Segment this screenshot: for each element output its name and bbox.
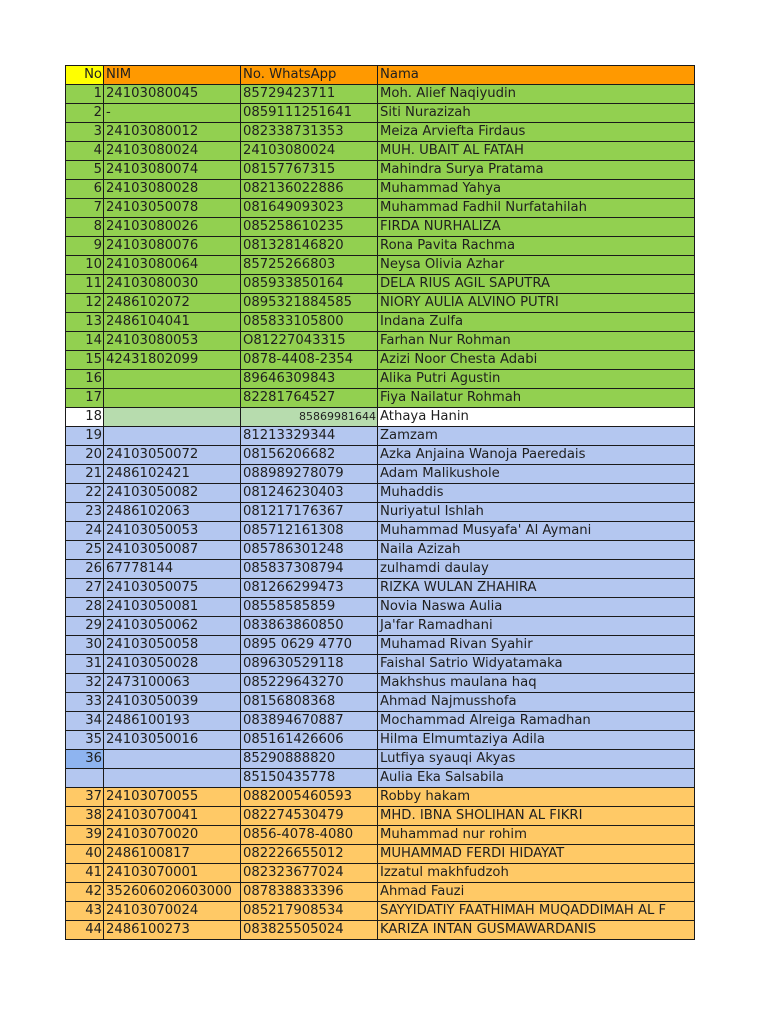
table-row (66, 180, 695, 199)
cell-no[interactable]: 3 (66, 123, 104, 142)
table-row (66, 883, 695, 902)
cell-whatsapp[interactable]: 081328146820 (241, 237, 378, 256)
cell-whatsapp[interactable]: 085161426606 (241, 731, 378, 750)
cell-no[interactable]: 20 (66, 446, 104, 465)
cell-nama[interactable]: Robby hakam (378, 788, 695, 807)
cell-no[interactable]: 26 (66, 560, 104, 579)
cell-nim[interactable] (104, 389, 241, 408)
cell-whatsapp[interactable]: 087838833396 (241, 883, 378, 902)
cell-nim[interactable]: 24103080053 (104, 332, 241, 351)
table-row (66, 826, 695, 845)
cell-no[interactable]: 42 (66, 883, 104, 902)
cell-nama[interactable]: Muhammad nur rohim (378, 826, 695, 845)
cell-nim[interactable] (104, 427, 241, 446)
cell-nama[interactable]: Muhamad Rivan Syahir (378, 636, 695, 655)
cell-nim[interactable]: 24103080045 (104, 85, 241, 104)
table-row (66, 655, 695, 674)
cell-no[interactable]: 37 (66, 788, 104, 807)
cell-nama[interactable]: Nuriyatul Ishlah (378, 503, 695, 522)
cell-whatsapp[interactable]: 0856-4078-4080 (241, 826, 378, 845)
cell-nama[interactable]: Muhaddis (378, 484, 695, 503)
cell-whatsapp[interactable]: 085217908534 (241, 902, 378, 921)
table-row (66, 541, 695, 560)
table-row (66, 617, 695, 636)
cell-nama[interactable]: Azizi Noor Chesta Adabi (378, 351, 695, 370)
cell-nama[interactable]: MUHAMMAD FERDI HIDAYAT (378, 845, 695, 864)
cell-nim[interactable]: 24103070041 (104, 807, 241, 826)
cell-no[interactable]: 23 (66, 503, 104, 522)
cell-nim[interactable]: 24103050087 (104, 541, 241, 560)
cell-nim[interactable] (104, 750, 241, 769)
cell-whatsapp[interactable]: 081266299473 (241, 579, 378, 598)
cell-nim[interactable]: 42431802099 (104, 351, 241, 370)
cell-whatsapp[interactable]: 085712161308 (241, 522, 378, 541)
cell-whatsapp[interactable]: 85725266803 (241, 256, 378, 275)
table-row (66, 123, 695, 142)
table-row (66, 351, 695, 370)
table-row (66, 522, 695, 541)
cell-nim[interactable]: 2486100817 (104, 845, 241, 864)
cell-whatsapp[interactable]: 85869981644 (241, 408, 378, 427)
cell-nama[interactable]: Faishal Satrio Widyatamaka (378, 655, 695, 674)
cell-nim[interactable]: 24103050082 (104, 484, 241, 503)
cell-no[interactable]: 17 (66, 389, 104, 408)
cell-no[interactable]: 14 (66, 332, 104, 351)
cell-nim[interactable]: 24103050028 (104, 655, 241, 674)
cell-no[interactable]: 2 (66, 104, 104, 123)
cell-no[interactable]: 35 (66, 731, 104, 750)
table-row (66, 864, 695, 883)
cell-whatsapp[interactable]: 081217176367 (241, 503, 378, 522)
cell-nama[interactable]: FIRDA NURHALIZA (378, 218, 695, 237)
cell-nama[interactable]: NIORY AULIA ALVINO PUTRI (378, 294, 695, 313)
cell-nama[interactable]: Farhan Nur Rohman (378, 332, 695, 351)
cell-no[interactable]: 30 (66, 636, 104, 655)
cell-nama[interactable]: MHD. IBNA SHOLIHAN AL FIKRI (378, 807, 695, 826)
cell-no[interactable]: 15 (66, 351, 104, 370)
table-row (66, 85, 695, 104)
cell-whatsapp[interactable]: 08156808368 (241, 693, 378, 712)
cell-nama[interactable]: Athaya Hanin (378, 408, 695, 427)
table-row (66, 427, 695, 446)
cell-whatsapp[interactable]: 0878-4408-2354 (241, 351, 378, 370)
cell-nama[interactable]: Siti Nurazizah (378, 104, 695, 123)
cell-no[interactable]: 7 (66, 199, 104, 218)
table-row (66, 313, 695, 332)
cell-whatsapp[interactable]: 082338731353 (241, 123, 378, 142)
cell-nim[interactable]: 24103070055 (104, 788, 241, 807)
cell-nim[interactable]: 24103050081 (104, 598, 241, 617)
cell-no[interactable]: 1 (66, 85, 104, 104)
table-row (66, 218, 695, 237)
cell-no[interactable]: 34 (66, 712, 104, 731)
cell-nim[interactable] (104, 769, 241, 788)
cell-nim[interactable]: 67778144 (104, 560, 241, 579)
cell-nama[interactable]: Novia Naswa Aulia (378, 598, 695, 617)
cell-nim[interactable]: 24103080012 (104, 123, 241, 142)
cell-nama[interactable]: DELA RIUS AGIL SAPUTRA (378, 275, 695, 294)
cell-no[interactable]: 8 (66, 218, 104, 237)
cell-nama[interactable]: Fiya Nailatur Rohmah (378, 389, 695, 408)
cell-no[interactable]: 6 (66, 180, 104, 199)
cell-no[interactable]: 19 (66, 427, 104, 446)
table-row (66, 161, 695, 180)
cell-nim[interactable]: 24103050053 (104, 522, 241, 541)
cell-no[interactable]: 28 (66, 598, 104, 617)
cell-whatsapp[interactable]: 08558585859 (241, 598, 378, 617)
cell-no[interactable]: 18 (66, 408, 104, 427)
cell-nim[interactable]: 24103050058 (104, 636, 241, 655)
cell-whatsapp[interactable]: 85290888820 (241, 750, 378, 769)
cell-nama[interactable]: Meiza Arviefta Firdaus (378, 123, 695, 142)
cell-nim[interactable]: 24103070001 (104, 864, 241, 883)
cell-no[interactable]: 4 (66, 142, 104, 161)
cell-nim[interactable]: 24103080076 (104, 237, 241, 256)
table-row (66, 465, 695, 484)
cell-nim[interactable]: 24103050062 (104, 617, 241, 636)
cell-nama[interactable]: Moh. Alief Naqiyudin (378, 85, 695, 104)
cell-nama[interactable]: Mahindra Surya Pratama (378, 161, 695, 180)
table-row (66, 104, 695, 123)
cell-nim[interactable]: 24103080030 (104, 275, 241, 294)
cell-nama[interactable]: Naila Azizah (378, 541, 695, 560)
table-row (66, 902, 695, 921)
header-no[interactable]: No (66, 66, 104, 85)
table-row (66, 503, 695, 522)
table-row (66, 294, 695, 313)
cell-no[interactable]: 11 (66, 275, 104, 294)
cell-nama[interactable]: Muhammad Fadhil Nurfatahilah (378, 199, 695, 218)
cell-nim[interactable]: 24103050078 (104, 199, 241, 218)
table-row (66, 256, 695, 275)
cell-nim[interactable]: 24103070020 (104, 826, 241, 845)
cell-nim[interactable]: 24103080074 (104, 161, 241, 180)
cell-whatsapp[interactable]: 085229643270 (241, 674, 378, 693)
cell-nim[interactable]: 2473100063 (104, 674, 241, 693)
cell-no[interactable]: 36 (66, 750, 104, 769)
cell-nim[interactable]: 352606020603000 (104, 883, 241, 902)
cell-nama[interactable]: Izzatul makhfudzoh (378, 864, 695, 883)
cell-nama[interactable]: Adam Malikushole (378, 465, 695, 484)
cell-nama[interactable]: RIZKA WULAN ZHAHIRA (378, 579, 695, 598)
cell-no[interactable]: 10 (66, 256, 104, 275)
cell-nim[interactable]: 24103070024 (104, 902, 241, 921)
cell-no[interactable]: 24 (66, 522, 104, 541)
cell-no[interactable]: 32 (66, 674, 104, 693)
cell-nama[interactable]: Alika Putri Agustin (378, 370, 695, 389)
cell-nim[interactable]: 2486104041 (104, 313, 241, 332)
cell-whatsapp[interactable]: 082274530479 (241, 807, 378, 826)
cell-nama[interactable]: Hilma Elmumtaziya Adila (378, 731, 695, 750)
cell-nama[interactable]: Ahmad Fauzi (378, 883, 695, 902)
cell-no[interactable]: 16 (66, 370, 104, 389)
cell-whatsapp[interactable]: 0895 0629 4770 (241, 636, 378, 655)
cell-no[interactable]: 39 (66, 826, 104, 845)
cell-nama[interactable]: Lutfiya syauqi Akyas (378, 750, 695, 769)
table-row (66, 674, 695, 693)
table-row (66, 579, 695, 598)
cell-whatsapp[interactable]: 085837308794 (241, 560, 378, 579)
cell-nim[interactable]: 24103080064 (104, 256, 241, 275)
cell-nama[interactable]: Makhshus maulana haq (378, 674, 695, 693)
cell-whatsapp[interactable]: 89646309843 (241, 370, 378, 389)
cell-nama[interactable]: Indana Zulfa (378, 313, 695, 332)
cell-nama[interactable]: Muhammad Yahya (378, 180, 695, 199)
cell-nim[interactable]: 24103050075 (104, 579, 241, 598)
cell-nama[interactable]: Rona Pavita Rachma (378, 237, 695, 256)
cell-nama[interactable]: Ahmad Najmusshofa (378, 693, 695, 712)
cell-no[interactable]: 13 (66, 313, 104, 332)
table-row (66, 769, 695, 788)
cell-no[interactable]: 12 (66, 294, 104, 313)
cell-whatsapp[interactable]: 083894670887 (241, 712, 378, 731)
cell-nim[interactable]: 2486100273 (104, 921, 241, 940)
table-row (66, 142, 695, 161)
cell-whatsapp[interactable]: 085258610235 (241, 218, 378, 237)
cell-whatsapp[interactable]: 0882005460593 (241, 788, 378, 807)
cell-no[interactable]: 25 (66, 541, 104, 560)
cell-whatsapp[interactable]: 088989278079 (241, 465, 378, 484)
cell-whatsapp[interactable]: 24103080024 (241, 142, 378, 161)
cell-whatsapp[interactable]: 083863860850 (241, 617, 378, 636)
table-row (66, 921, 695, 940)
cell-no[interactable]: 22 (66, 484, 104, 503)
table-row (66, 408, 695, 427)
cell-no[interactable]: 29 (66, 617, 104, 636)
cell-whatsapp[interactable]: 083825505024 (241, 921, 378, 940)
cell-whatsapp[interactable]: O81227043315 (241, 332, 378, 351)
cell-nama[interactable]: Zamzam (378, 427, 695, 446)
cell-no[interactable]: 27 (66, 579, 104, 598)
cell-no[interactable] (66, 769, 104, 788)
cell-whatsapp[interactable]: 08156206682 (241, 446, 378, 465)
cell-no[interactable]: 44 (66, 921, 104, 940)
cell-nama[interactable]: Muhammad Musyafa' Al Aymani (378, 522, 695, 541)
cell-whatsapp[interactable]: 085833105800 (241, 313, 378, 332)
cell-nim[interactable]: 24103080024 (104, 142, 241, 161)
table-row (66, 199, 695, 218)
cell-no[interactable]: 41 (66, 864, 104, 883)
cell-nim[interactable]: 2486102072 (104, 294, 241, 313)
cell-nama[interactable]: Aulia Eka Salsabila (378, 769, 695, 788)
cell-whatsapp[interactable]: 85729423711 (241, 85, 378, 104)
cell-no[interactable]: 33 (66, 693, 104, 712)
table-row (66, 389, 695, 408)
cell-nim[interactable] (104, 370, 241, 389)
cell-nama[interactable]: Neysa Olivia Azhar (378, 256, 695, 275)
header-nama[interactable]: Nama (378, 66, 695, 85)
cell-whatsapp[interactable]: 0895321884585 (241, 294, 378, 313)
cell-whatsapp[interactable]: 82281764527 (241, 389, 378, 408)
cell-nama[interactable]: Ja'far Ramadhani (378, 617, 695, 636)
cell-nama[interactable]: KARIZA INTAN GUSMAWARDANIS (378, 921, 695, 940)
cell-whatsapp[interactable]: 081649093023 (241, 199, 378, 218)
cell-no[interactable]: 9 (66, 237, 104, 256)
table-row (66, 598, 695, 617)
table-row (66, 237, 695, 256)
cell-whatsapp[interactable]: 081246230403 (241, 484, 378, 503)
cell-no[interactable]: 21 (66, 465, 104, 484)
cell-whatsapp[interactable]: 0859111251641 (241, 104, 378, 123)
cell-no[interactable]: 5 (66, 161, 104, 180)
student-table (65, 65, 695, 940)
cell-whatsapp[interactable]: 082136022886 (241, 180, 378, 199)
cell-nama[interactable]: Mochammad Alreiga Ramadhan (378, 712, 695, 731)
cell-nim[interactable]: 24103050016 (104, 731, 241, 750)
table-row (66, 712, 695, 731)
cell-whatsapp[interactable]: 082323677024 (241, 864, 378, 883)
table-row (66, 446, 695, 465)
cell-nim[interactable]: 24103050072 (104, 446, 241, 465)
table-row (66, 636, 695, 655)
table-row (66, 332, 695, 351)
table-row (66, 693, 695, 712)
cell-whatsapp[interactable]: 085933850164 (241, 275, 378, 294)
cell-nama[interactable]: zulhamdi daulay (378, 560, 695, 579)
cell-whatsapp[interactable]: 089630529118 (241, 655, 378, 674)
cell-nama[interactable]: Azka Anjaina Wanoja Paeredais (378, 446, 695, 465)
cell-no[interactable]: 40 (66, 845, 104, 864)
cell-whatsapp[interactable]: 85150435778 (241, 769, 378, 788)
cell-nim[interactable]: 2486100193 (104, 712, 241, 731)
cell-nama[interactable]: MUH. UBAIT AL FATAH (378, 142, 695, 161)
table-row (66, 731, 695, 750)
header-nim[interactable]: NIM (104, 66, 241, 85)
cell-nim[interactable]: 24103050039 (104, 693, 241, 712)
cell-whatsapp[interactable]: 085786301248 (241, 541, 378, 560)
cell-nim[interactable]: 2486102063 (104, 503, 241, 522)
table-row (66, 275, 695, 294)
cell-nama[interactable]: SAYYIDATIY FAATHIMAH MUQADDIMAH AL F (378, 902, 695, 921)
cell-whatsapp[interactable]: 81213329344 (241, 427, 378, 446)
table-row (66, 370, 695, 389)
cell-whatsapp[interactable]: 082226655012 (241, 845, 378, 864)
table-row (66, 560, 695, 579)
table-row (66, 807, 695, 826)
cell-nim[interactable] (104, 408, 241, 427)
table-row (66, 845, 695, 864)
cell-no[interactable]: 38 (66, 807, 104, 826)
cell-nim[interactable]: 2486102421 (104, 465, 241, 484)
header-row (66, 66, 695, 85)
table-row (66, 484, 695, 503)
table-row (66, 750, 695, 769)
cell-nim[interactable]: - (104, 104, 241, 123)
cell-no[interactable]: 43 (66, 902, 104, 921)
table-row (66, 788, 695, 807)
cell-nim[interactable]: 24103080026 (104, 218, 241, 237)
cell-nim[interactable]: 24103080028 (104, 180, 241, 199)
header-whatsapp[interactable]: No. WhatsApp (241, 66, 378, 85)
cell-no[interactable]: 31 (66, 655, 104, 674)
cell-whatsapp[interactable]: 08157767315 (241, 161, 378, 180)
